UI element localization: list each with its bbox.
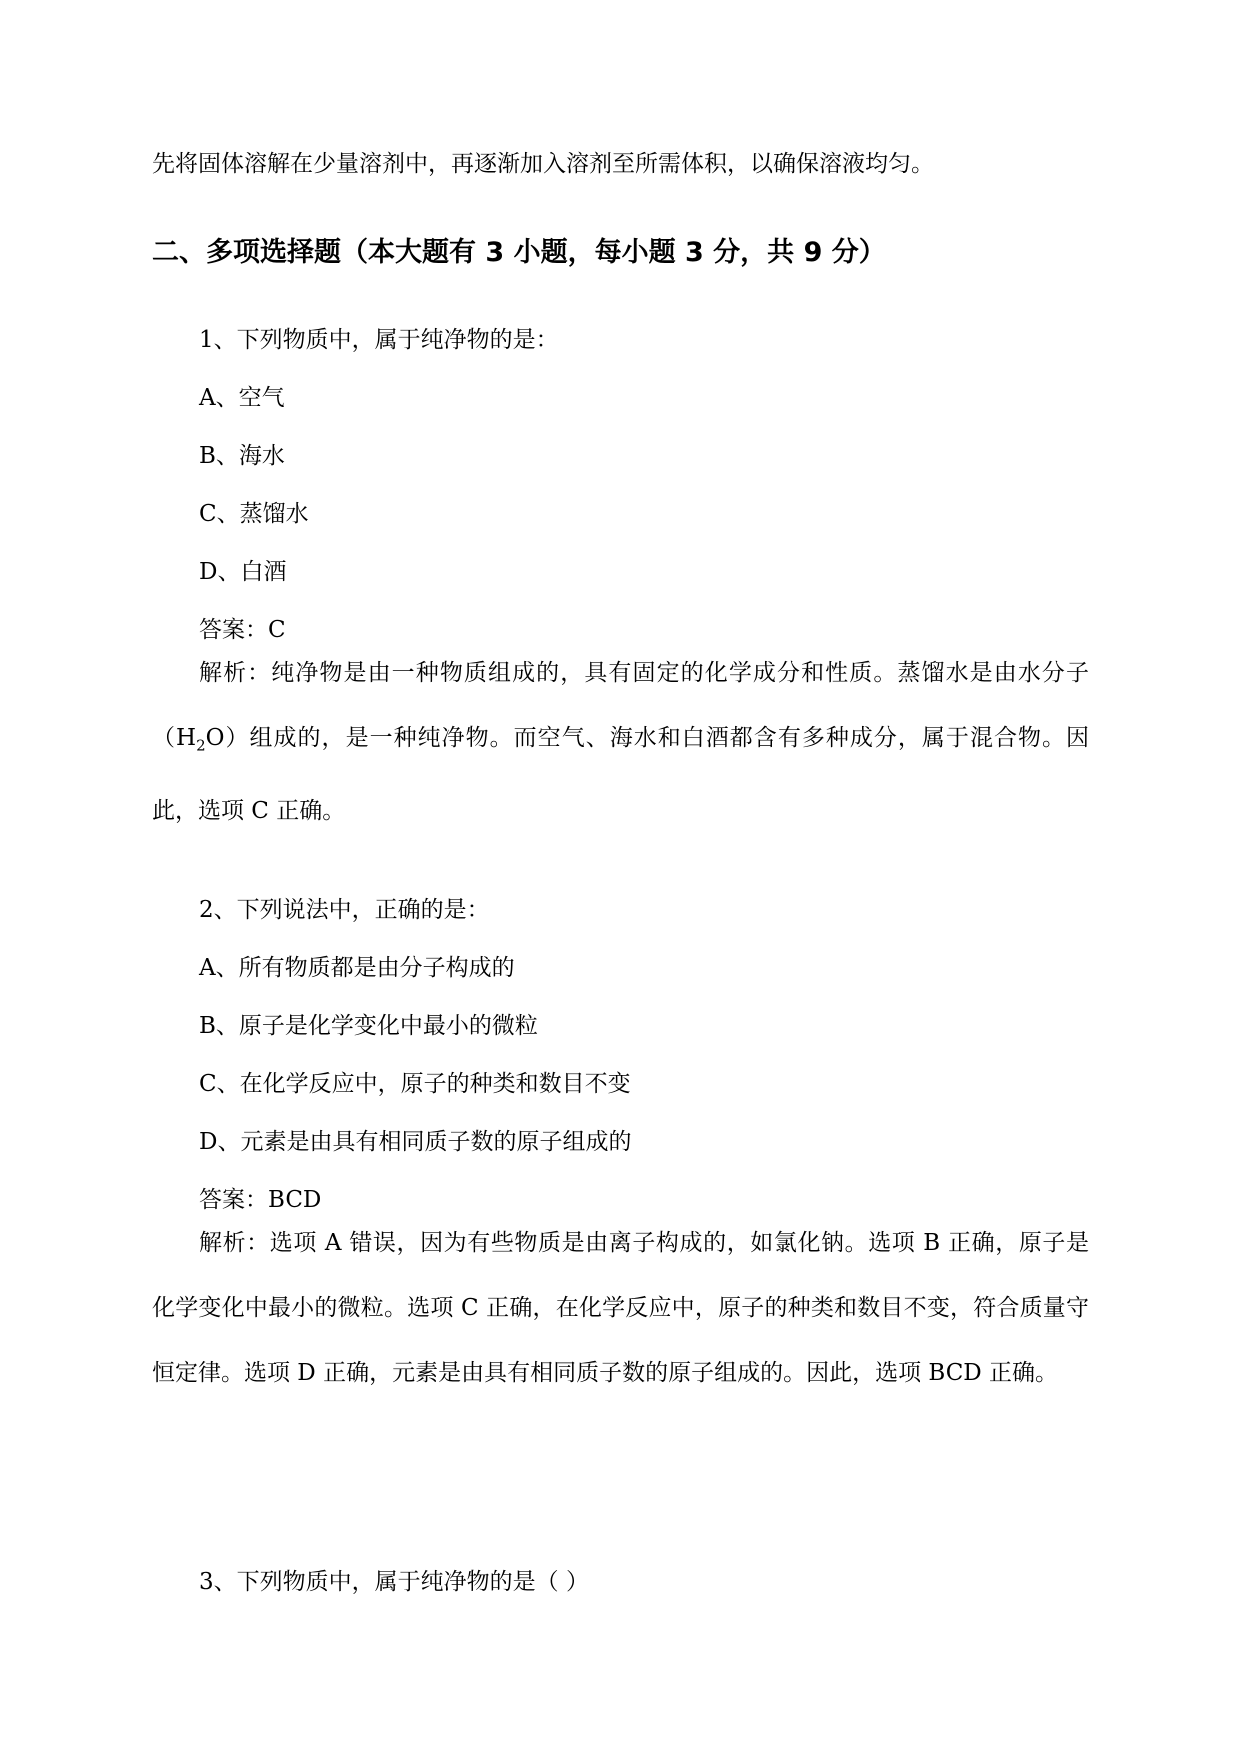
- question-1-analysis: [152, 641, 1089, 844]
- subscript-2: 2: [196, 736, 206, 755]
- question-3-stem: 3、下列物质中，属于纯净物的是（ ）: [199, 1569, 589, 1595]
- question-2-option-a: A、所有物质都是由分子构成的: [199, 955, 515, 981]
- question-1-option-a: A、空气: [199, 385, 285, 411]
- question-1-option-d: D、白酒: [199, 559, 287, 585]
- question-1-answer: 答案：C: [199, 617, 286, 643]
- question-2-answer: 答案：BCD: [199, 1187, 322, 1213]
- question-2-option-d: D、元素是由具有相同质子数的原子组成的: [199, 1129, 632, 1155]
- question-1-analysis-part-2: O）组成的，是一种纯净物。而空气、海水和白酒都含有多种成分，属于混合物。因此，选项 C 正确。: [152, 725, 1089, 824]
- question-1-stem: 1、下列物质中，属于纯净物的是：: [199, 327, 559, 353]
- question-1-analysis-part-1: 解析：纯净物是由一种物质组成的，具有固定的化学成分和性质。蒸馏水是由水分子（H: [152, 660, 1089, 751]
- question-2-stem: 2、下列说法中，正确的是：: [199, 897, 490, 923]
- question-2-option-b: B、原子是化学变化中最小的微粒: [199, 1013, 538, 1039]
- question-1-option-c: C、蒸馏水: [199, 501, 309, 527]
- section-heading: 二、多项选择题（本大题有 3 小题，每小题 3 分，共 9 分）: [152, 237, 886, 268]
- question-2-option-c: C、在化学反应中，原子的种类和数目不变: [199, 1071, 631, 1097]
- question-1-option-b: B、海水: [199, 443, 285, 469]
- intro-line: 先将固体溶解在少量溶剂中，再逐渐加入溶剂至所需体积，以确保溶液均匀。: [152, 151, 934, 177]
- question-2-analysis: 解析：选项 A 错误，因为有些物质是由离子构成的，如氯化钠。选项 B 正确，原子是化学变化中最小的微粒。选项 C 正确，在化学反应中，原子的种类和数目不变，符合质量守恒定律。选项 D 正确，元素是由具有相同质子数的原子组成的。因此，选项 BCD 正确。: [152, 1230, 1089, 1386]
